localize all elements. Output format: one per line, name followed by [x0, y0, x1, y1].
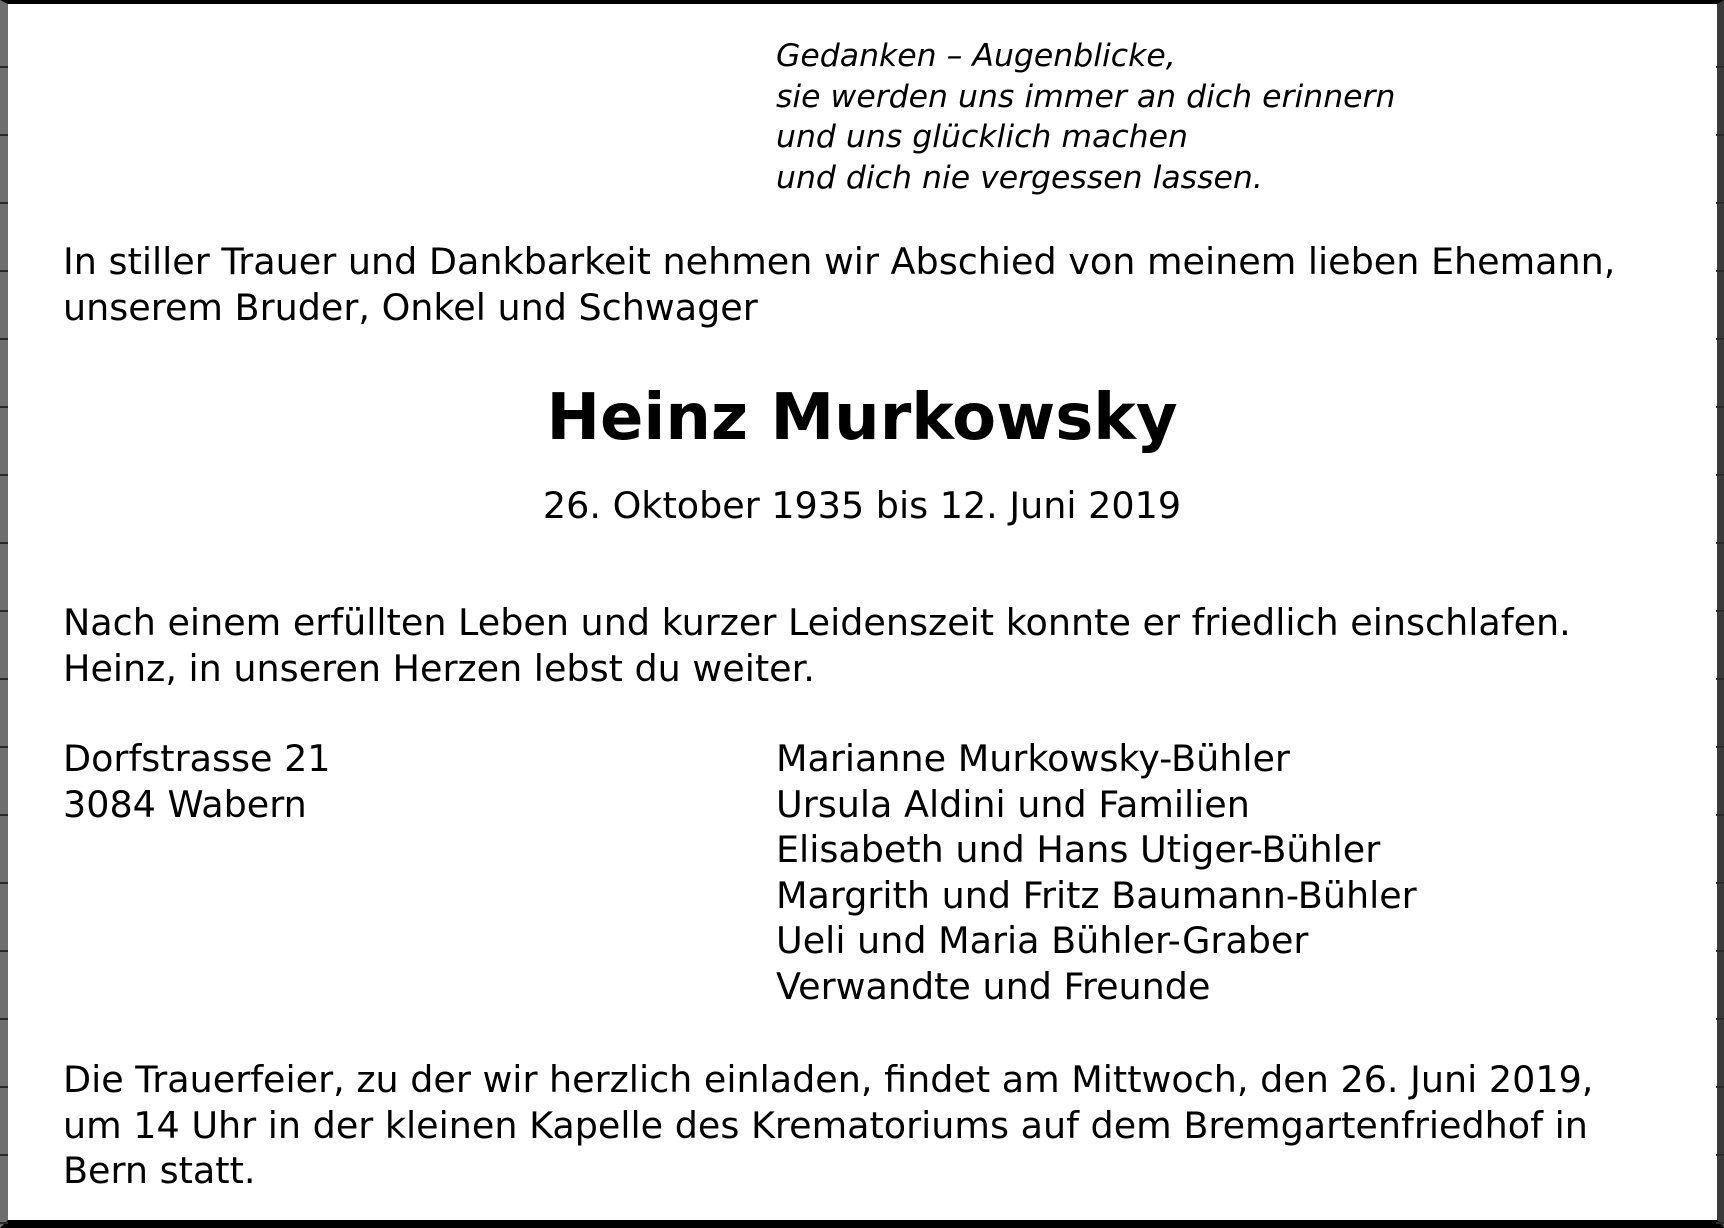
- poem-line: sie werden uns immer an dich erinnern: [776, 78, 1396, 115]
- address-city: 3084 Wabern: [63, 782, 307, 826]
- poem-line: Gedanken – Augenblicke,: [776, 38, 1176, 74]
- mourners-list: [776, 736, 1417, 1009]
- life-line: Nach einem erfüllten Leben und kurzer Leidenszeit konnte er friedlich einschlafen.: [63, 601, 1571, 644]
- mourner-name: Ursula Aldini und Familien: [776, 782, 1250, 826]
- address-street: Dorfstrasse 21: [63, 737, 331, 780]
- right-edge-ticks: [1716, 0, 1724, 1228]
- life-dates: 26. Oktober 1935 bis 12. Juni 2019: [542, 484, 1182, 527]
- intro-line: unserem Bruder, Onkel und Schwager: [63, 285, 758, 329]
- poem: [776, 36, 1395, 198]
- ceremony-paragraph: [63, 1057, 1593, 1194]
- ceremony-line: um 14 Uhr in der kleinen Kapelle des Krematoriums auf dem Bremgartenfriedhof in: [63, 1103, 1588, 1147]
- intro-line: In stiller Trauer und Dankbarkeit nehmen wir Abschied von meinem lieben Ehemann,: [63, 240, 1616, 283]
- deceased-name: Heinz Murkowsky: [546, 381, 1178, 455]
- mourner-name: Verwandte und Freunde: [776, 964, 1211, 1008]
- poem-line: und dich nie vergessen lassen.: [776, 159, 1263, 196]
- address-block: [63, 736, 331, 827]
- ceremony-line: Bern statt.: [63, 1149, 256, 1192]
- left-edge-ticks: [0, 0, 8, 1228]
- intro-paragraph: [63, 239, 1615, 330]
- life-paragraph: [63, 600, 1571, 691]
- mourner-name: Margrith und Fritz Baumann-Bühler: [776, 873, 1417, 917]
- life-line: Heinz, in unseren Herzen lebst du weiter.: [63, 646, 815, 690]
- mourner-name: Ueli und Maria Bühler-Graber: [776, 919, 1309, 962]
- poem-line: und uns glücklich machen: [776, 119, 1188, 155]
- ceremony-line: Die Trauerfeier, zu der wir herzlich einladen, findet am Mittwoch, den 26. Juni 2019,: [63, 1058, 1594, 1101]
- mourner-name: Marianne Murkowsky-Bühler: [776, 737, 1290, 780]
- mourner-name: Elisabeth und Hans Utiger-Bühler: [776, 828, 1381, 871]
